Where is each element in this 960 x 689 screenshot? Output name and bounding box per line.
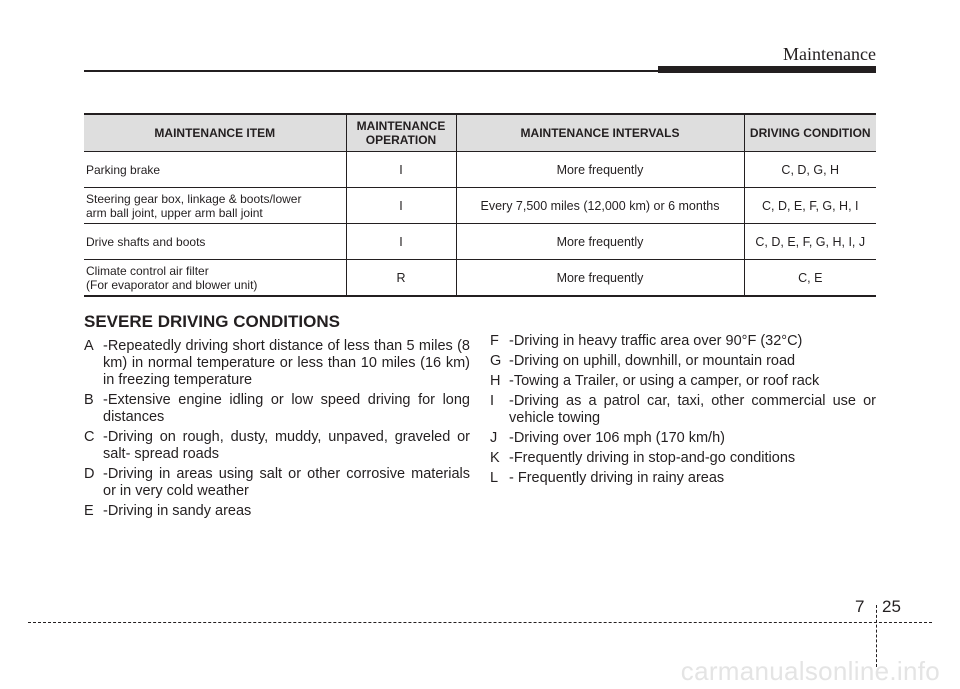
condition-item: [490, 393, 876, 427]
condition-item: [84, 503, 470, 520]
condition-letter: C: [84, 429, 95, 445]
footer-rule: [28, 622, 932, 623]
condition-text: -Driving on rough, dusty, muddy, unpaved, graveled or salt- spread roads: [103, 429, 470, 462]
condition-cell: C, E: [744, 260, 876, 297]
section-title: Maintenance: [783, 44, 876, 64]
column-header: MAINTENANCE INTERVALS: [456, 114, 744, 152]
interval-cell: Every 7,500 miles (12,000 km) or 6 months: [456, 188, 744, 224]
column-header: DRIVING CONDITION: [744, 114, 876, 152]
condition-letter: I: [490, 393, 495, 409]
condition-item: [84, 392, 470, 426]
condition-item: [84, 338, 470, 389]
operation-cell: I: [346, 152, 456, 188]
maintenance-item-cell: [84, 224, 346, 260]
header-rule-accent: [658, 66, 876, 73]
condition-text: -Driving in sandy areas: [103, 503, 252, 519]
page-number: 25: [882, 597, 901, 616]
condition-text: -Driving on uphill, downhill, or mountain road: [509, 353, 796, 369]
header-rule: [84, 70, 660, 72]
condition-item: [490, 353, 876, 370]
condition-letter: G: [490, 353, 502, 369]
interval-cell: More frequently: [456, 224, 744, 260]
maintenance-table: [84, 113, 876, 297]
operation-cell: I: [346, 188, 456, 224]
maintenance-item-text: Steering gear box, linkage & boots/lower: [86, 191, 302, 206]
condition-item: [490, 430, 876, 447]
condition-text: -Driving over 106 mph (170 km/h): [509, 430, 725, 446]
condition-text: -Driving as a patrol car, taxi, other commercial use or vehicle towing: [509, 393, 876, 426]
maintenance-item-text: (For evaporator and blower unit): [86, 277, 258, 292]
condition-text: -Repeatedly driving short distance of less than 5 miles (8 km) in normal temperature or less than 10 miles (16 km) in freezing temperature: [103, 338, 470, 388]
condition-letter: B: [84, 392, 94, 408]
condition-item: [84, 429, 470, 463]
maintenance-item-text: Climate control air filter: [86, 263, 209, 278]
maintenance-item-cell: [84, 260, 346, 297]
condition-letter: D: [84, 466, 95, 482]
maintenance-item-text: Drive shafts and boots: [86, 234, 206, 249]
interval-cell: More frequently: [456, 152, 744, 188]
table-row: [84, 152, 876, 188]
severe-conditions-left: [84, 312, 470, 523]
chapter-number: 7: [855, 597, 865, 616]
interval-cell: More frequently: [456, 260, 744, 297]
condition-letter: A: [84, 338, 94, 354]
condition-text: -Towing a Trailer, or using a camper, or roof rack: [509, 373, 820, 389]
column-header: MAINTENANCE OPERATION: [346, 114, 456, 152]
condition-item: [490, 470, 876, 487]
condition-item: [490, 373, 876, 390]
condition-cell: C, D, E, F, G, H, I, J: [744, 224, 876, 260]
severe-conditions-heading: SEVERE DRIVING CONDITIONS: [84, 312, 340, 331]
maintenance-item-text: Parking brake: [86, 162, 161, 177]
operation-cell: R: [346, 260, 456, 297]
maintenance-item-cell: [84, 152, 346, 188]
maintenance-item-text: arm ball joint, upper arm ball joint: [86, 205, 263, 220]
condition-item: [84, 466, 470, 500]
condition-cell: C, D, E, F, G, H, I: [744, 188, 876, 224]
table-header-row: [84, 114, 876, 152]
condition-letter: J: [490, 430, 498, 446]
table-row: [84, 188, 876, 224]
table-row: [84, 260, 876, 297]
column-header: MAINTENANCE ITEM: [84, 114, 346, 152]
condition-letter: F: [490, 333, 499, 349]
condition-letter: H: [490, 373, 501, 389]
condition-text: -Driving in areas using salt or other corrosive materials or in very cold weather: [103, 466, 470, 499]
condition-text: -Frequently driving in stop-and-go conditions: [509, 450, 796, 466]
condition-text: -Extensive engine idling or low speed driving for long distances: [103, 392, 470, 425]
condition-cell: C, D, G, H: [744, 152, 876, 188]
condition-item: [490, 333, 876, 350]
maintenance-item-cell: [84, 188, 346, 224]
condition-text: -Driving in heavy traffic area over 90°F (32°C): [509, 333, 803, 349]
operation-cell: I: [346, 224, 456, 260]
condition-text: - Frequently driving in rainy areas: [509, 470, 725, 486]
condition-letter: K: [490, 450, 500, 466]
condition-item: [490, 450, 876, 467]
table-row: [84, 224, 876, 260]
watermark: carmanualsonline.info: [680, 656, 940, 686]
condition-letter: E: [84, 503, 94, 519]
condition-letter: L: [490, 470, 499, 486]
severe-conditions-right: [490, 333, 876, 490]
